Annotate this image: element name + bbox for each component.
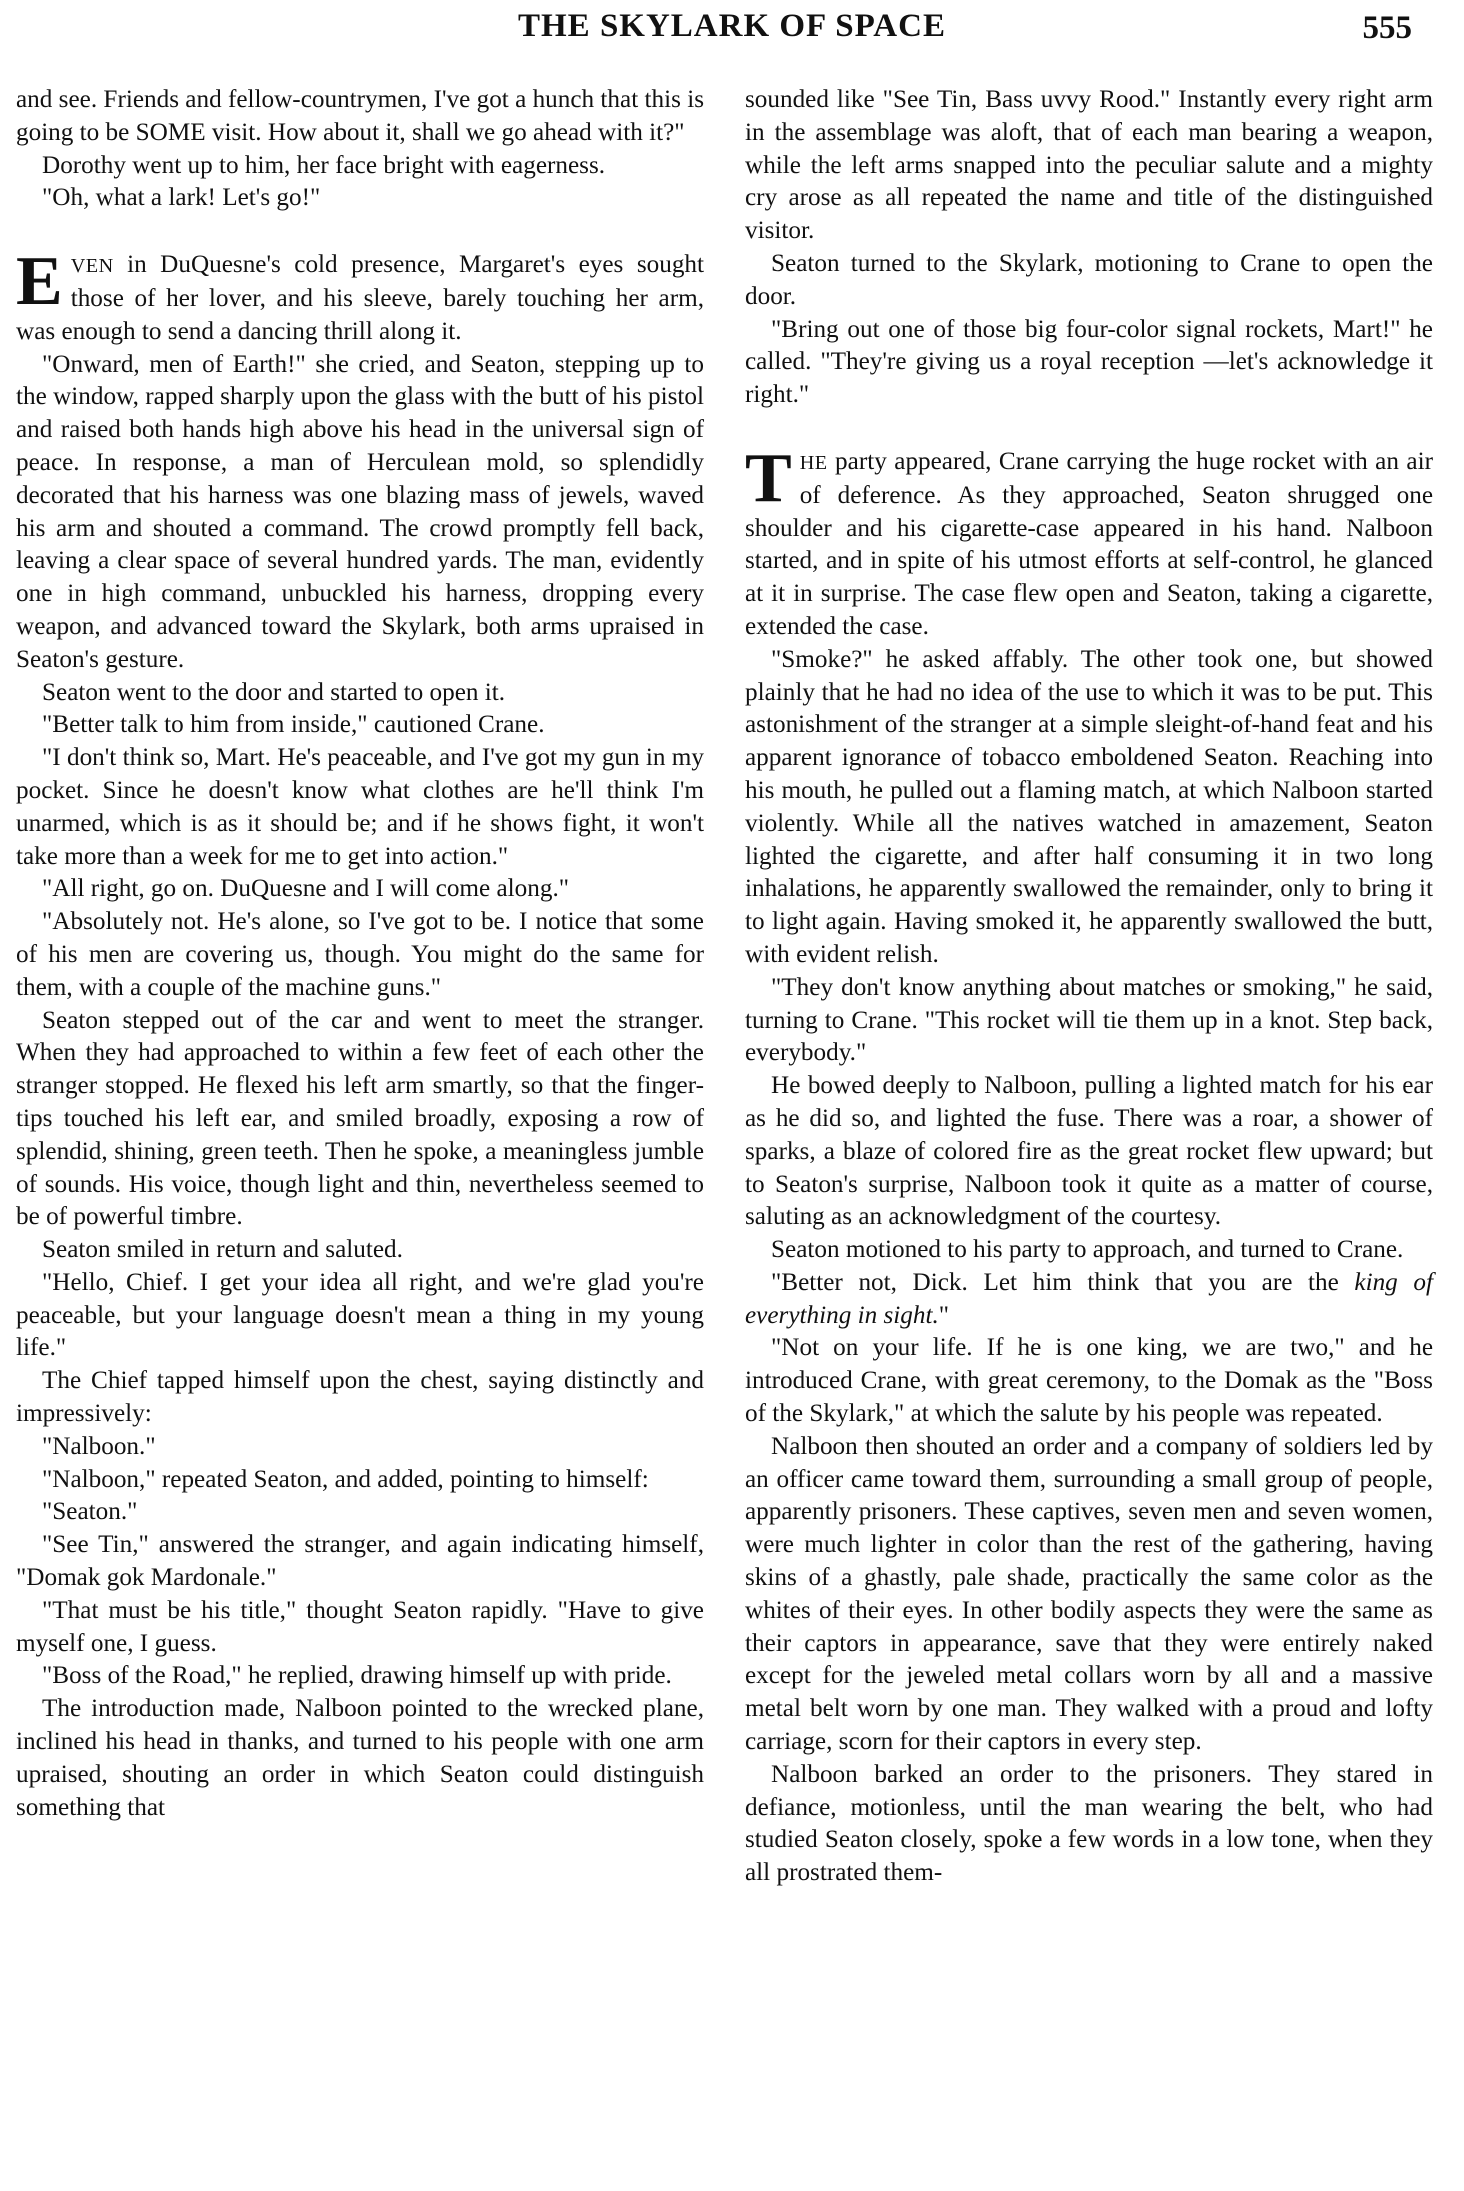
paragraph: "That must be his title," thought Seaton rapidly. "Have to give myself one, I guess. <box>16 1596 704 1657</box>
paragraph: "Nalboon," repeated Seaton, and added, pointing to himself: <box>42 1465 649 1493</box>
paragraph: "Onward, men of Earth!" she cried, and Seaton, stepping up to the window, rapped sharply upon the glass with the butt of his pistol and raised both hands high above his head in the universal sign of peace. In response, a man of Herculean mold, so splendidly decorated that his harness was one blazing mass of jewels, waved his arm and shouted a command. The crowd promptly fell back, leaving a clear space of several hundred yards. The man, evidently one in high command, unbuckled his harness, dropping every weapon, and advanced toward the Skylark, both arms upraised in Seaton's gesture. <box>16 350 704 673</box>
small-caps-lead: HE <box>799 451 828 474</box>
paragraph: Seaton stepped out of the car and went to meet the stranger. When they had approached to within a few feet of each other the stranger stopped. He flexed his left arm smartly, so that the finger-tips touched his left ear, and smiled broadly, exposing a row of splendid, shining, green teeth. Then he spoke, a meaningless jumble of sounds. His voice, though light and thin, nevertheless seemed to be of powerful timbre. <box>16 1006 704 1231</box>
paragraph: "See Tin," answered the stranger, and again indicating himself, "Domak gok Mardonale." <box>16 1531 704 1592</box>
section-opening-paragraph <box>745 439 1433 644</box>
paragraph: "Hello, Chief. I get your idea all right, and we're glad you're peaceable, but your language doesn't mean a thing in my young life." <box>16 1268 704 1362</box>
paragraph: "Absolutely not. He's alone, so I've got to be. I notice that some of his men are covering us, though. You might do the same for them, with a couple of the machine guns." <box>16 908 704 1001</box>
paragraph: sounded like "See Tin, Bass uvvy Rood." Instantly every right arm in the assemblage was aloft, that of each man bearing a weapon, while the left arms snapped into the peculiar salute and a mighty cry arose as all repeated the name and title of the distinguished visitor. <box>745 86 1433 245</box>
paragraph: The introduction made, Nalboon pointed to the wrecked plane, inclined his head in thanks, and turned to his people with one arm upraised, shouting an order in which Seaton could distinguish something that <box>16 1695 704 1821</box>
paragraph: Seaton went to the door and started to open it. <box>42 678 506 706</box>
paragraph: Seaton motioned to his party to approach, and turned to Crane. <box>771 1236 1404 1264</box>
section-opening-paragraph <box>16 243 704 348</box>
small-caps-lead: VEN <box>70 255 114 278</box>
paragraph: Seaton turned to the Skylark, motioning to Crane to open the door. <box>745 249 1433 310</box>
paragraph: "Bring out one of those big four-color signal rockets, Mart!" he called. "They're giving us a royal reception —let's acknowledge it right." <box>745 315 1433 409</box>
paragraph: "All right, go on. DuQuesne and I will come along." <box>42 875 570 903</box>
paragraph: He bowed deeply to Nalboon, pulling a lighted match for his ear as he did so, and lighted the fuse. There was a roar, a shower of sparks, a blaze of colored fire as the great rocket flew upward; but to Seaton's surprise, Nalboon took it quite as a matter of course, saluting as an acknowledgment of the courtesy. <box>745 1072 1433 1231</box>
paragraph-text: "Better not, Dick. Let him think that you are the <box>771 1268 1355 1296</box>
italic-text: king of everything in sight. <box>745 1268 1433 1329</box>
paragraph <box>745 1267 1433 1333</box>
paragraph: "Nalboon." <box>42 1432 156 1460</box>
paragraph: "Not on your life. If he is one king, we are two," and he introduced Crane, with great ceremony, to the Domak as the "Boss of the Skylark," at which the salute by his people was repeated. <box>745 1334 1433 1428</box>
paragraph-text: party appeared, Crane carrying the huge rocket with an air of deference. As they approached, Seaton shrugged one shoulder and his cigarette-case appeared in his hand. Nalboon started, and in spite of his utmost efforts at self-control, he glanced at it in surprise. The case flew open and Seaton, taking a cigarette, extended the case. <box>745 447 1433 640</box>
paragraph: "I don't think so, Mart. He's peaceable, and I've got my gun in my pocket. Since he doesn't know what clothes are he'll think I'm unarmed, which is as it should be; and if he shows fight, it won't take more than a week for me to get into action." <box>16 744 704 870</box>
paragraph: Dorothy went up to him, her face bright with eagerness. <box>42 151 606 179</box>
paragraph: "Oh, what a lark! Let's go!" <box>42 184 321 212</box>
paragraph: and see. Friends and fellow-countrymen, I've got a hunch that this is going to be SOME visit. How about it, shall we go ahead with it?" <box>16 86 704 146</box>
paragraph: "Smoke?" he asked affably. The other took one, but showed plainly that he had no idea of the use to which it was to be put. This astonishment of the stranger at a simple sleight-of-hand feat and his apparent ignorance of tobacco emboldened Seaton. Reaching into his mouth, he pulled out a flaming match, at which Nalboon started violently. While all the natives watched in amazement, Seaton lighted the cigarette, and after half consuming it in two long inhalations, he apparently swallowed the remainder, only to bring it to light again. Having smoked it, he apparently swallowed the butt, with evident relish. <box>745 645 1433 968</box>
closing-quote: " <box>938 1301 950 1329</box>
drop-cap: T <box>745 439 792 517</box>
paragraph: The Chief tapped himself upon the chest, saying distinctly and impressively: <box>16 1367 704 1428</box>
page-number: 555 <box>1362 10 1412 46</box>
right-column <box>745 84 1433 1890</box>
left-column <box>16 84 704 1824</box>
paragraph: "Boss of the Road," he replied, drawing himself up with pride. <box>42 1662 672 1690</box>
paragraph-text: in DuQuesne's cold presence, Margaret's eyes sought those of her lover, and his sleeve, barely touching her arm, was enough to send a dancing thrill along it. <box>16 251 704 345</box>
paragraph: "They don't know anything about matches or smoking," he said, turning to Crane. "This rocket will tie them up in a knot. Step back, everybody." <box>745 973 1433 1067</box>
paragraph: Seaton smiled in return and saluted. <box>42 1236 403 1264</box>
paragraph: "Seaton." <box>42 1498 138 1526</box>
paragraph: "Better talk to him from inside," cautioned Crane. <box>42 711 545 739</box>
paragraph: Nalboon then shouted an order and a company of soldiers led by an officer came toward them, surrounding a small group of people, apparently prisoners. These captives, seven men and seven women, were much lighter in color than the rest of the gathering, having skins of a ghastly, pale shade, practically the same color as the whites of their eyes. In other bodily aspects they were the same as their captors in appearance, save that they were entirely naked except for the jeweled metal collars worn by all and a massive metal belt worn by one man. They walked with a proud and lofty carriage, scorn for their captors in every step. <box>745 1432 1433 1756</box>
paragraph: Nalboon barked an order to the prisoners. They stared in defiance, motionless, until the man wearing the belt, who had studied Seaton closely, spoke a few words in a low tone, when they all prostrated them- <box>745 1760 1433 1887</box>
running-title: THE SKYLARK OF SPACE <box>518 8 946 44</box>
page-header <box>0 8 1464 58</box>
drop-cap: E <box>16 243 63 321</box>
